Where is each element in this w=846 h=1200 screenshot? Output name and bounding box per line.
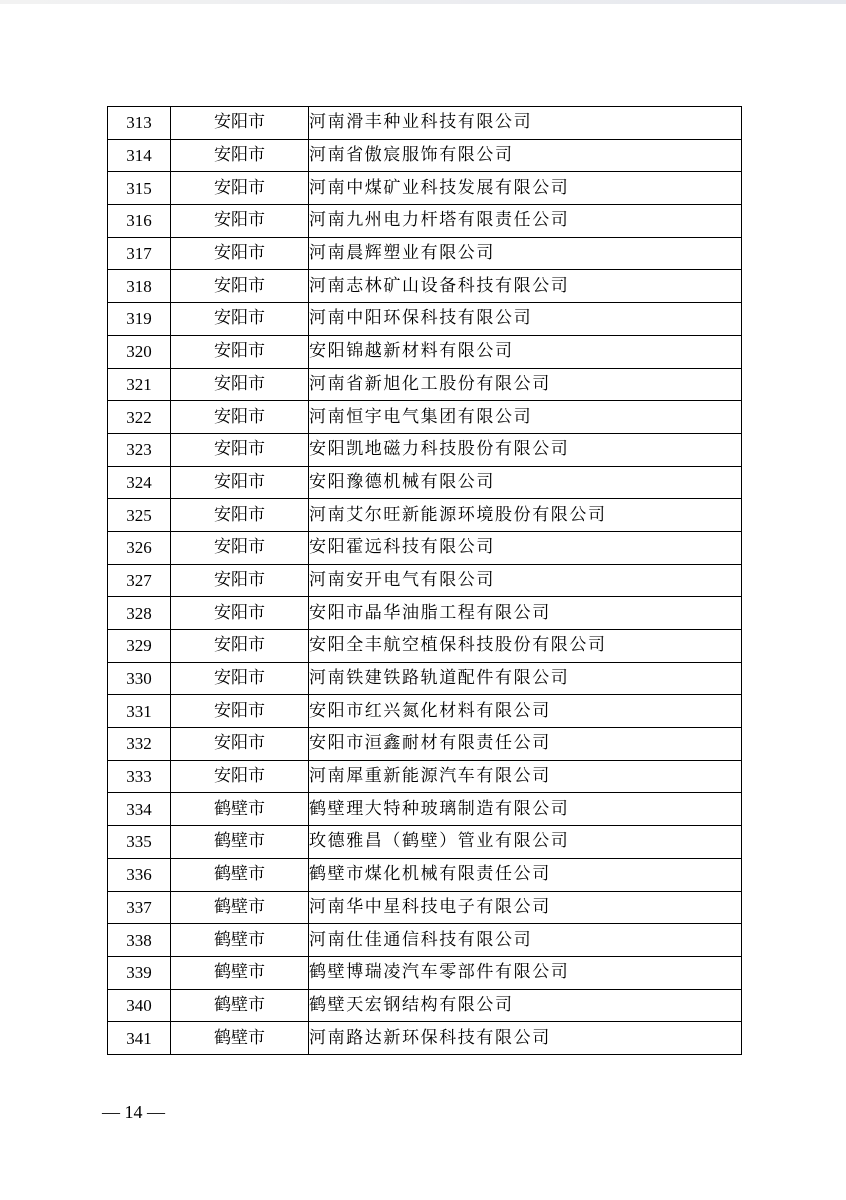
row-company: 河南志林矿山设备科技有限公司 bbox=[309, 270, 742, 303]
row-number: 340 bbox=[108, 989, 171, 1022]
row-city: 安阳市 bbox=[171, 107, 309, 140]
table-row bbox=[108, 989, 742, 1022]
row-city: 安阳市 bbox=[171, 466, 309, 499]
row-city: 鹤壁市 bbox=[171, 924, 309, 957]
row-city: 安阳市 bbox=[171, 662, 309, 695]
row-city: 安阳市 bbox=[171, 368, 309, 401]
row-city: 安阳市 bbox=[171, 172, 309, 205]
table-row bbox=[108, 858, 742, 891]
table-row bbox=[108, 597, 742, 630]
row-city: 鹤壁市 bbox=[171, 793, 309, 826]
row-company: 河南省傲宸服饰有限公司 bbox=[309, 139, 742, 172]
table-row bbox=[108, 499, 742, 532]
row-company: 河南仕佳通信科技有限公司 bbox=[309, 924, 742, 957]
row-city: 安阳市 bbox=[171, 237, 309, 270]
row-city: 安阳市 bbox=[171, 433, 309, 466]
table-row bbox=[108, 956, 742, 989]
table-row bbox=[108, 237, 742, 270]
table-row bbox=[108, 1022, 742, 1055]
company-table bbox=[107, 106, 742, 1055]
row-company: 河南省新旭化工股份有限公司 bbox=[309, 368, 742, 401]
row-city: 安阳市 bbox=[171, 401, 309, 434]
row-company: 鹤壁天宏钢结构有限公司 bbox=[309, 989, 742, 1022]
row-number: 313 bbox=[108, 107, 171, 140]
row-city: 安阳市 bbox=[171, 205, 309, 238]
page-number: — 14 — bbox=[102, 1102, 165, 1122]
row-city: 鹤壁市 bbox=[171, 956, 309, 989]
row-number: 331 bbox=[108, 695, 171, 728]
row-number: 327 bbox=[108, 564, 171, 597]
row-company: 河南晨辉塑业有限公司 bbox=[309, 237, 742, 270]
row-number: 317 bbox=[108, 237, 171, 270]
row-company: 鹤壁博瑞凌汽车零部件有限公司 bbox=[309, 956, 742, 989]
row-number: 338 bbox=[108, 924, 171, 957]
row-company: 鹤壁理大特种玻璃制造有限公司 bbox=[309, 793, 742, 826]
row-number: 337 bbox=[108, 891, 171, 924]
row-number: 334 bbox=[108, 793, 171, 826]
row-company: 玫德雅昌（鹤壁）管业有限公司 bbox=[309, 826, 742, 859]
row-company: 河南恒宇电气集团有限公司 bbox=[309, 401, 742, 434]
row-number: 328 bbox=[108, 597, 171, 630]
row-city: 鹤壁市 bbox=[171, 826, 309, 859]
row-number: 336 bbox=[108, 858, 171, 891]
row-company: 河南中阳环保科技有限公司 bbox=[309, 303, 742, 336]
row-company: 河南艾尔旺新能源环境股份有限公司 bbox=[309, 499, 742, 532]
row-company: 安阳豫德机械有限公司 bbox=[309, 466, 742, 499]
row-company: 河南华中星科技电子有限公司 bbox=[309, 891, 742, 924]
table-row bbox=[108, 662, 742, 695]
row-city: 鹤壁市 bbox=[171, 1022, 309, 1055]
table-row bbox=[108, 793, 742, 826]
row-company: 河南路达新环保科技有限公司 bbox=[309, 1022, 742, 1055]
row-city: 鹤壁市 bbox=[171, 891, 309, 924]
top-edge-bar bbox=[0, 0, 846, 4]
table-row bbox=[108, 205, 742, 238]
row-city: 安阳市 bbox=[171, 630, 309, 663]
table-row bbox=[108, 172, 742, 205]
row-city: 安阳市 bbox=[171, 303, 309, 336]
row-number: 322 bbox=[108, 401, 171, 434]
row-number: 318 bbox=[108, 270, 171, 303]
row-number: 314 bbox=[108, 139, 171, 172]
row-company: 安阳全丰航空植保科技股份有限公司 bbox=[309, 630, 742, 663]
row-number: 324 bbox=[108, 466, 171, 499]
row-number: 315 bbox=[108, 172, 171, 205]
row-number: 321 bbox=[108, 368, 171, 401]
row-company: 安阳市晶华油脂工程有限公司 bbox=[309, 597, 742, 630]
row-number: 326 bbox=[108, 531, 171, 564]
table-row bbox=[108, 335, 742, 368]
row-city: 鹤壁市 bbox=[171, 858, 309, 891]
table-row bbox=[108, 695, 742, 728]
row-number: 341 bbox=[108, 1022, 171, 1055]
table-row bbox=[108, 531, 742, 564]
row-company: 河南中煤矿业科技发展有限公司 bbox=[309, 172, 742, 205]
row-number: 329 bbox=[108, 630, 171, 663]
row-company: 河南安开电气有限公司 bbox=[309, 564, 742, 597]
row-company: 河南铁建铁路轨道配件有限公司 bbox=[309, 662, 742, 695]
row-company: 安阳市洹鑫耐材有限责任公司 bbox=[309, 728, 742, 761]
row-city: 安阳市 bbox=[171, 760, 309, 793]
row-city: 安阳市 bbox=[171, 139, 309, 172]
row-company: 河南犀重新能源汽车有限公司 bbox=[309, 760, 742, 793]
row-number: 319 bbox=[108, 303, 171, 336]
row-number: 330 bbox=[108, 662, 171, 695]
table-row bbox=[108, 564, 742, 597]
row-company: 安阳锦越新材料有限公司 bbox=[309, 335, 742, 368]
table-row bbox=[108, 630, 742, 663]
row-company: 河南滑丰种业科技有限公司 bbox=[309, 107, 742, 140]
table-row bbox=[108, 891, 742, 924]
row-company: 安阳凯地磁力科技股份有限公司 bbox=[309, 433, 742, 466]
row-company: 安阳霍远科技有限公司 bbox=[309, 531, 742, 564]
row-company: 安阳市红兴氮化材料有限公司 bbox=[309, 695, 742, 728]
table-row bbox=[108, 760, 742, 793]
row-number: 332 bbox=[108, 728, 171, 761]
table-row bbox=[108, 401, 742, 434]
row-city: 安阳市 bbox=[171, 531, 309, 564]
row-company: 鹤壁市煤化机械有限责任公司 bbox=[309, 858, 742, 891]
row-number: 335 bbox=[108, 826, 171, 859]
row-city: 安阳市 bbox=[171, 564, 309, 597]
row-city: 鹤壁市 bbox=[171, 989, 309, 1022]
row-city: 安阳市 bbox=[171, 728, 309, 761]
table-row bbox=[108, 303, 742, 336]
table-row bbox=[108, 368, 742, 401]
row-number: 325 bbox=[108, 499, 171, 532]
row-number: 320 bbox=[108, 335, 171, 368]
row-city: 安阳市 bbox=[171, 695, 309, 728]
table-row bbox=[108, 433, 742, 466]
row-number: 323 bbox=[108, 433, 171, 466]
company-table-body bbox=[108, 107, 742, 1055]
table-row bbox=[108, 466, 742, 499]
table-row bbox=[108, 107, 742, 140]
row-city: 安阳市 bbox=[171, 597, 309, 630]
row-city: 安阳市 bbox=[171, 499, 309, 532]
table-row bbox=[108, 270, 742, 303]
row-number: 339 bbox=[108, 956, 171, 989]
row-city: 安阳市 bbox=[171, 270, 309, 303]
table-row bbox=[108, 924, 742, 957]
row-city: 安阳市 bbox=[171, 335, 309, 368]
row-company: 河南九州电力杆塔有限责任公司 bbox=[309, 205, 742, 238]
table-row bbox=[108, 728, 742, 761]
row-number: 316 bbox=[108, 205, 171, 238]
table-row bbox=[108, 139, 742, 172]
row-number: 333 bbox=[108, 760, 171, 793]
table-row bbox=[108, 826, 742, 859]
